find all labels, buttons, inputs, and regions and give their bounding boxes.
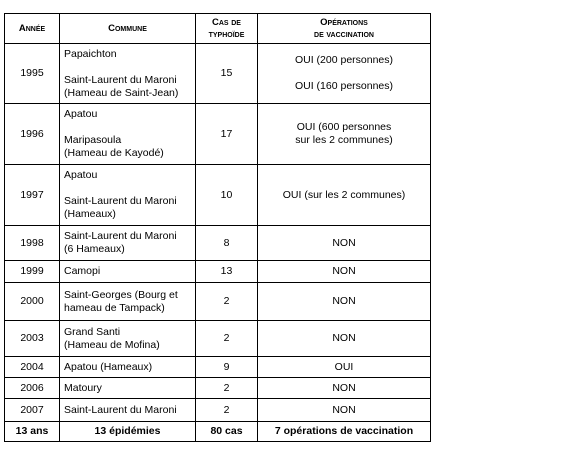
vaccination-line: OUI (600 personnes <box>296 121 392 133</box>
commune-line: Saint-Laurent du Maroni <box>64 73 177 86</box>
header-row <box>5 14 431 44</box>
year-cell: 2003 <box>5 321 60 357</box>
total-vaccinations: 7 opérations de vaccination <box>258 422 431 442</box>
header-cas <box>196 14 258 44</box>
cases-cell: 17 <box>196 104 258 165</box>
vaccination-cell <box>258 104 431 165</box>
header-operations <box>258 14 431 44</box>
table-row <box>5 321 431 357</box>
cases-cell: 2 <box>196 378 258 399</box>
line-gap <box>64 121 191 134</box>
table-row <box>5 226 431 261</box>
typhoid-table <box>4 13 431 442</box>
commune-cell <box>60 104 196 165</box>
total-cases: 80 cas <box>196 422 258 442</box>
commune-cell <box>60 44 196 104</box>
commune-cell: Matoury <box>60 378 196 399</box>
vaccination-cell: NON <box>258 321 431 357</box>
commune-line: Apatou <box>64 108 98 120</box>
line-gap <box>262 67 426 80</box>
header-commune: Commune <box>60 14 196 44</box>
commune-cell: Saint-Laurent du Maroni <box>60 399 196 422</box>
vaccination-line: OUI (160 personnes) <box>294 80 394 92</box>
cases-cell: 13 <box>196 261 258 283</box>
table-row <box>5 165 431 226</box>
cases-cell: 8 <box>196 226 258 261</box>
vaccination-cell: NON <box>258 399 431 422</box>
commune-line: Saint-Laurent du Maroni <box>64 195 177 207</box>
vaccination-cell: OUI (sur les 2 communes) <box>258 165 431 226</box>
commune-line: Papaichton <box>64 47 117 60</box>
commune-cell <box>60 283 196 321</box>
year-cell: 1996 <box>5 104 60 165</box>
table-row <box>5 283 431 321</box>
table-row <box>5 399 431 422</box>
commune-cell <box>60 321 196 357</box>
year-cell: 2006 <box>5 378 60 399</box>
vaccination-cell: OUI <box>258 357 431 378</box>
commune-line: Saint-Laurent du Maroni <box>64 230 177 242</box>
commune-line: Apatou <box>64 169 98 181</box>
header-op-line1: Opérations <box>320 16 368 28</box>
cases-cell: 15 <box>196 44 258 104</box>
year-cell: 1997 <box>5 165 60 226</box>
commune-line: (Hameaux) <box>64 208 116 220</box>
year-cell: 1999 <box>5 261 60 283</box>
year-cell: 2000 <box>5 283 60 321</box>
vaccination-cell <box>258 44 431 104</box>
total-epidemics: 13 épidémies <box>60 422 196 442</box>
table-row <box>5 261 431 283</box>
header-annee: Année <box>5 14 60 44</box>
commune-line: (6 Hameaux) <box>64 243 125 255</box>
vaccination-line: OUI (200 personnes) <box>294 54 394 66</box>
commune-cell: Camopi <box>60 261 196 283</box>
total-row <box>5 422 431 442</box>
commune-cell <box>60 165 196 226</box>
line-gap <box>64 61 191 74</box>
table-row <box>5 378 431 399</box>
cases-cell: 10 <box>196 165 258 226</box>
header-cas-line1: Cas de <box>212 16 241 28</box>
year-cell: 1998 <box>5 226 60 261</box>
cases-cell: 2 <box>196 321 258 357</box>
vaccination-cell: NON <box>258 261 431 283</box>
table-row <box>5 104 431 165</box>
cases-cell: 2 <box>196 399 258 422</box>
commune-line: Maripasoula <box>64 134 122 146</box>
vaccination-cell: NON <box>258 378 431 399</box>
commune-line: (Hameau de Kayodé) <box>64 147 164 159</box>
header-op-line2: de vaccination <box>314 28 374 40</box>
year-cell: 1995 <box>5 44 60 104</box>
commune-line: (Hameau de Saint-Jean) <box>64 86 179 99</box>
cases-cell: 2 <box>196 283 258 321</box>
commune-cell: Apatou (Hameaux) <box>60 357 196 378</box>
table-row <box>5 357 431 378</box>
cases-cell: 9 <box>196 357 258 378</box>
commune-line: Saint-Georges (Bourg et <box>64 288 178 301</box>
line-gap <box>64 182 191 195</box>
table-row <box>5 44 431 104</box>
year-cell: 2007 <box>5 399 60 422</box>
total-years: 13 ans <box>5 422 60 442</box>
vaccination-cell: NON <box>258 226 431 261</box>
vaccination-line: sur les 2 communes) <box>295 134 393 146</box>
commune-line: hameau de Tampack) <box>64 301 165 314</box>
vaccination-cell: NON <box>258 283 431 321</box>
commune-line: (Hameau de Mofina) <box>64 338 160 351</box>
year-cell: 2004 <box>5 357 60 378</box>
commune-line: Grand Santi <box>64 325 121 338</box>
header-cas-line2: typhoïde <box>208 28 245 40</box>
commune-cell <box>60 226 196 261</box>
